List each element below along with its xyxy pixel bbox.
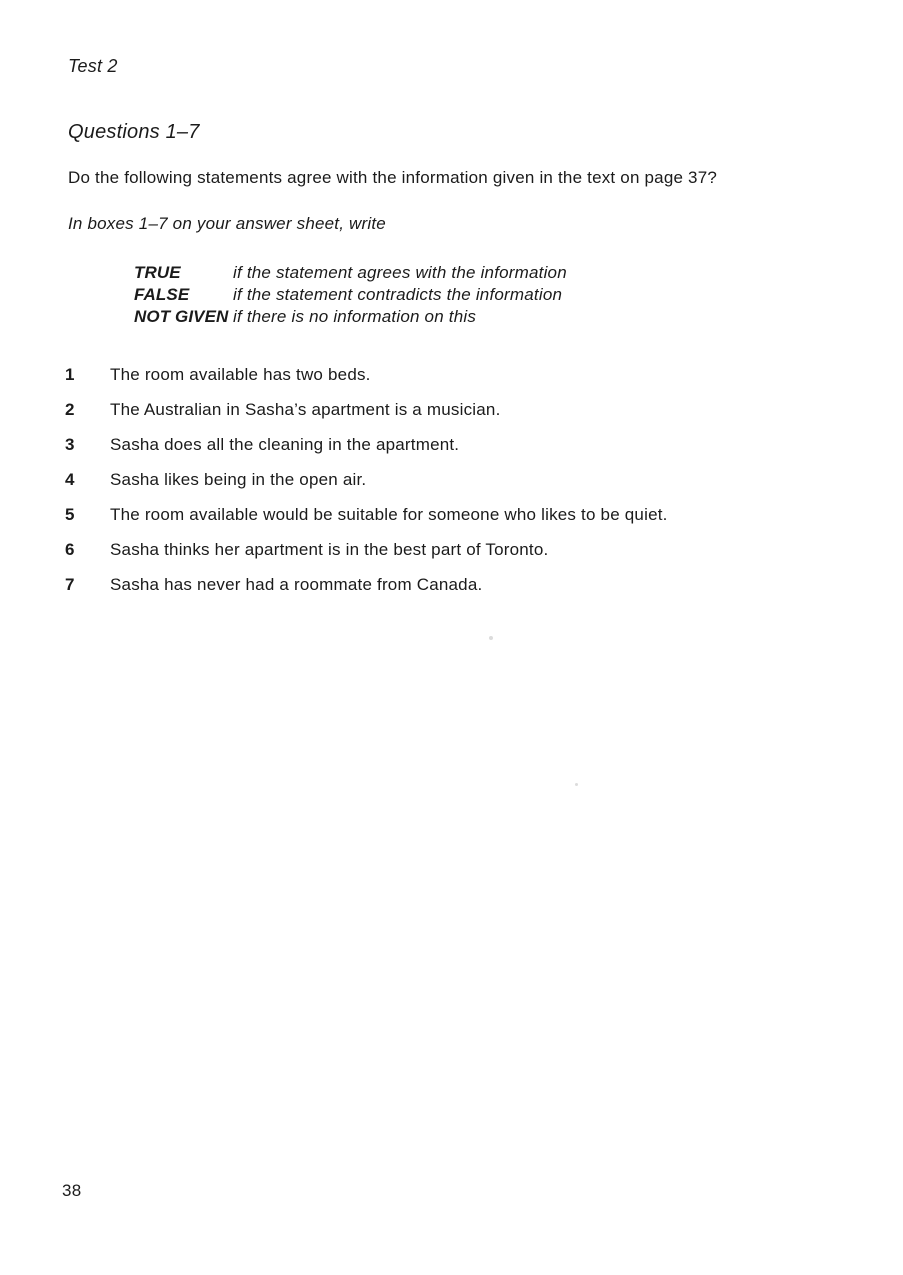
- statement-number: 6: [65, 540, 75, 559]
- statement-text: Sasha thinks her apartment is in the best part of Toronto.: [110, 540, 549, 559]
- answer-key-label-not-given: NOT GIVEN: [134, 307, 229, 326]
- statement-number: 1: [65, 365, 75, 384]
- statement-number: 7: [65, 575, 75, 594]
- statement-number: 4: [65, 470, 75, 489]
- running-header: Test 2: [68, 56, 118, 76]
- answer-key-description-not-given: if there is no information on this: [233, 307, 477, 326]
- statement-text: The Australian in Sasha’s apartment is a musician.: [110, 400, 501, 419]
- answer-key-row: [134, 262, 567, 284]
- scan-speck: [575, 783, 578, 786]
- statement-text: Sasha likes being in the open air.: [110, 470, 367, 489]
- answer-key-row: [134, 284, 567, 306]
- statement-row-3: [65, 436, 855, 454]
- answer-key-label-true: TRUE: [134, 263, 181, 282]
- answer-key-description-false: if the statement contradicts the information: [233, 285, 563, 304]
- statement-row-4: [65, 471, 855, 489]
- answer-key-block: [134, 262, 567, 328]
- statement-text: The room available would be suitable for someone who likes to be quiet.: [110, 505, 668, 524]
- statement-row-1: [65, 366, 855, 384]
- statement-number: 5: [65, 505, 75, 524]
- statements-list: [65, 366, 855, 611]
- statement-text: Sasha does all the cleaning in the apartment.: [110, 435, 460, 454]
- statement-row-7: [65, 576, 855, 594]
- answer-key-label-false: FALSE: [134, 285, 190, 304]
- statement-row-6: [65, 541, 855, 559]
- instructions-paragraph: Do the following statements agree with the information given in the text on page 37?: [68, 168, 718, 187]
- section-title: Questions 1–7: [68, 121, 200, 143]
- page-number: 38: [62, 1181, 82, 1200]
- statement-number: 3: [65, 435, 75, 454]
- statement-row-5: [65, 506, 855, 524]
- statement-number: 2: [65, 400, 75, 419]
- statement-text: Sasha has never had a roommate from Canada.: [110, 575, 483, 594]
- answer-sheet-instruction: In boxes 1–7 on your answer sheet, write: [68, 214, 386, 233]
- statement-text: The room available has two beds.: [110, 365, 371, 384]
- scan-speck: [489, 636, 493, 640]
- answer-key-description-true: if the statement agrees with the information: [233, 263, 567, 282]
- statement-row-2: [65, 401, 855, 419]
- answer-key-row: [134, 306, 567, 328]
